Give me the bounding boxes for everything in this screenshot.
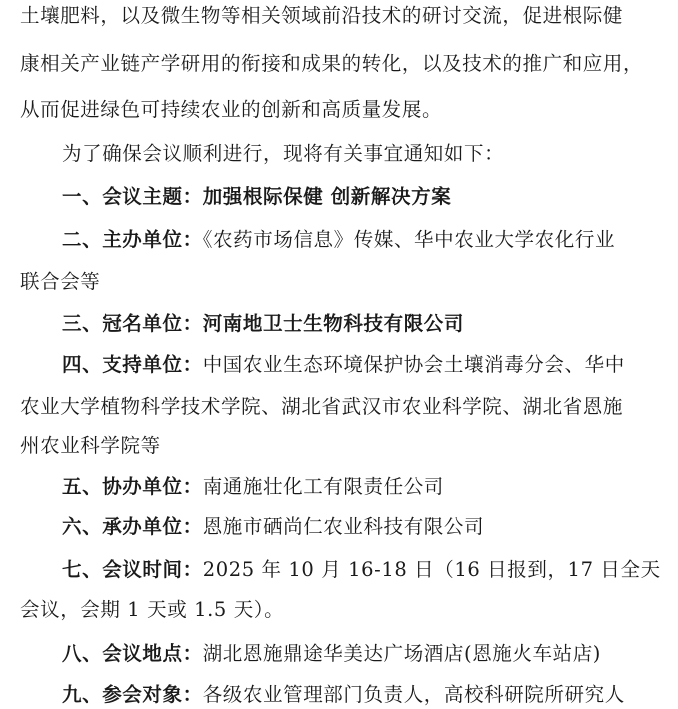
item-heading: 四、支持单位： — [62, 353, 203, 376]
item-heading: 三、冠名单位： — [62, 312, 203, 335]
item-participants — [62, 681, 625, 709]
item-text: 湖北恩施鼎途华美达广场酒店(恩施火车站店) — [202, 642, 602, 665]
item-text: 恩施市硒尚仁农业科技有限公司 — [202, 515, 485, 538]
item-heading: 一、会议主题： — [62, 185, 203, 208]
item-heading: 七、会议时间： — [62, 558, 203, 581]
item-text: 中国农业生态环境保护协会土壤消毒分会、华中 — [202, 353, 625, 376]
item-text: 河南地卫士生物科技有限公司 — [202, 312, 465, 335]
item-time-cont: 会议，会期 1 天或 1.5 天）。 — [20, 598, 285, 621]
item-text: 各级农业管理部门负责人，高校科研院所研究人 — [202, 683, 625, 706]
item-text: 加强根际保健 创新解决方案 — [202, 185, 452, 208]
item-co-organizer — [62, 473, 444, 501]
item-supporters-cont: 农业大学植物科学技术学院、湖北省武汉市农业科学院、湖北省恩施 — [20, 395, 624, 418]
item-heading: 八、会议地点： — [62, 642, 203, 665]
item-text: 南通施壮化工有限责任公司 — [202, 475, 444, 498]
intro-line-1: 土壤肥料，以及微生物等相关领域前沿技术的研讨交流，促进根际健 — [20, 4, 624, 27]
intro-line-4: 为了确保会议顺利进行，现将有关事宜通知如下： — [62, 142, 505, 165]
item-text: 2025 年 10 月 16-18 日（16 日报到，17 日全天 — [202, 558, 661, 581]
intro-line-2: 康相关产业链产学研用的衔接和成果的转化，以及技术的推广和应用， — [20, 52, 644, 75]
item-title-sponsor — [62, 310, 464, 338]
item-organizer — [62, 226, 615, 254]
item-theme — [62, 183, 451, 211]
item-supporters-cont2: 州农业科学院等 — [20, 434, 161, 457]
item-text: 《农药市场信息》传媒、华中农业大学农化行业 — [202, 228, 616, 251]
item-time — [62, 556, 661, 584]
item-heading: 六、承办单位： — [62, 515, 203, 538]
item-host — [62, 513, 484, 541]
item-venue — [62, 640, 601, 668]
item-supporters — [62, 351, 625, 379]
item-heading: 二、主办单位： — [62, 228, 203, 251]
item-heading: 五、协办单位： — [62, 475, 203, 498]
item-organizer-cont: 联合会等 — [20, 270, 101, 293]
item-heading: 九、参会对象： — [62, 683, 203, 706]
intro-line-3: 从而促进绿色可持续农业的创新和高质量发展。 — [20, 98, 443, 121]
